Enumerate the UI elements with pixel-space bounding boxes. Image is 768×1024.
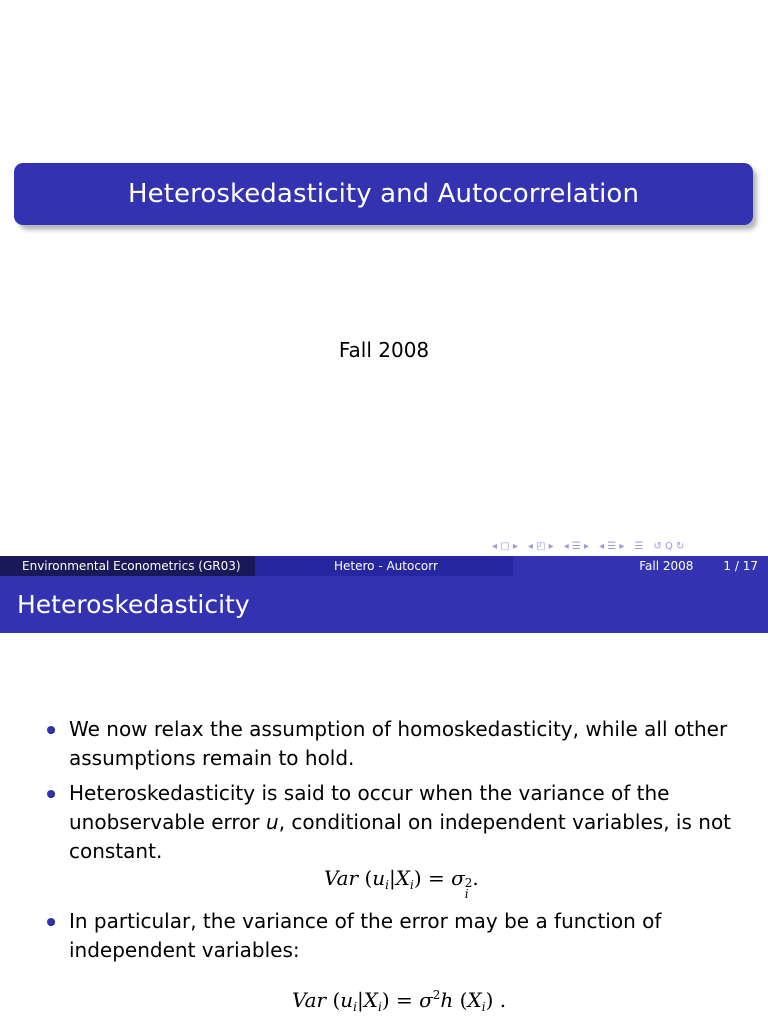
bullet-1-line-1: We now relax the assumption of homoskedasticity, while all other	[69, 717, 728, 741]
bullet-2-line-2: unobservable error u, conditional on independent variables, is not	[69, 810, 732, 834]
nav-first-icon[interactable]: ◂ ▢ ▸	[492, 540, 518, 552]
equation-variance-sigma-i: Var $(u_i|X_i) = \sigma$ 2 i .	[324, 866, 479, 901]
nav-subsection-icon[interactable]: ◂ ☰ ▸	[563, 540, 590, 552]
frame-title: Heteroskedasticity	[17, 590, 250, 619]
nav-document-icon[interactable]: ☰	[634, 540, 644, 552]
presentation-title: Heteroskedasticity and Autocorrelation	[127, 179, 640, 209]
footline-author: Environmental Econometrics (GR03)	[0, 556, 255, 576]
bullet-icon	[47, 918, 55, 926]
equation-variance-h-function: Var $(u_i|X_i) = \sigma^2h$ $(X_i)$ .	[292, 988, 507, 1014]
bullet-1-line-2: assumptions remain to hold.	[69, 746, 355, 770]
footline-short-title: Hetero - Autocorr	[255, 556, 513, 576]
frame-title-bar	[0, 576, 768, 633]
title-box	[14, 163, 753, 225]
bullet-icon	[47, 726, 55, 734]
footline	[0, 556, 768, 576]
nav-frame-icon[interactable]: ◂ ◰ ▸	[527, 540, 554, 552]
error-variable-u: u	[266, 810, 279, 834]
bullet-icon	[47, 790, 55, 798]
bullet-2-line-3: constant.	[69, 839, 163, 863]
presentation-date: Fall 2008	[338, 338, 430, 362]
footline-date-page	[513, 556, 768, 576]
footline-date: Fall 2008	[639, 559, 694, 573]
bullet-3-line-1: In particular, the variance of the error may be a function of	[69, 909, 662, 933]
footline-page-number: 1 / 17	[723, 559, 758, 573]
bullet-2-line-1: Heteroskedasticity is said to occur when the variance of the	[69, 781, 670, 805]
nav-search-icon[interactable]: ↺ Q ↻	[653, 540, 685, 552]
navigation-symbols	[492, 539, 764, 553]
content-slide	[0, 576, 768, 1024]
nav-section-icon[interactable]: ◂ ☰ ▸	[599, 540, 625, 552]
bullet-3-line-2: independent variables:	[69, 938, 300, 962]
